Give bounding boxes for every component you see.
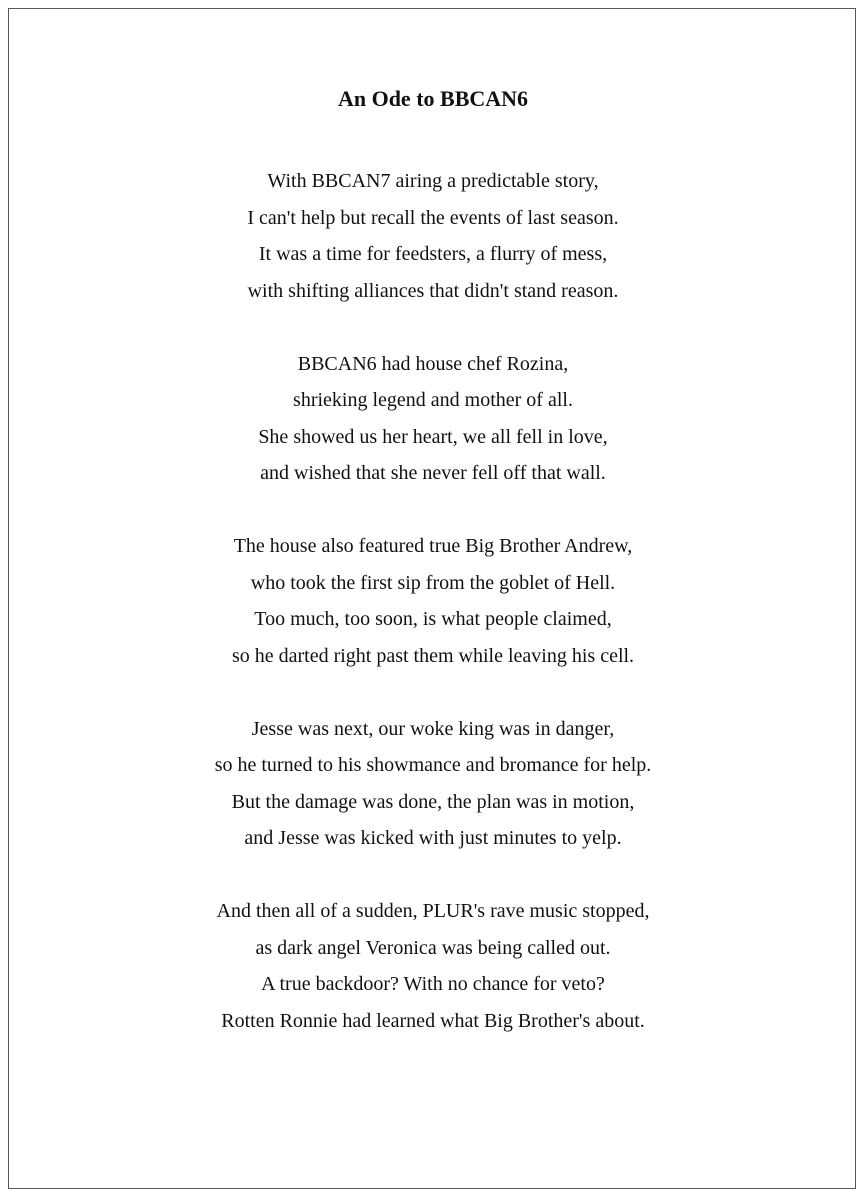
poem-line: Too much, too soon, is what people claimed, — [254, 608, 612, 630]
poem-line: BBCAN6 had house chef Rozina, — [297, 352, 569, 375]
poem-line: so he turned to his showmance and bromance for help. — [214, 754, 652, 776]
poem-body — [0, 163, 866, 1076]
stanza-5 — [0, 893, 866, 1039]
poem-line: and wished that she never fell off that wall. — [260, 462, 606, 484]
poem-title: An Ode to BBCAN6 — [337, 86, 529, 111]
poem-line: and Jesse was kicked with just minutes to yelp. — [244, 827, 622, 849]
stanza-1 — [0, 163, 866, 309]
poem-line: who took the first sip from the goblet of Hell. — [250, 571, 616, 594]
poem-line: so he darted right past them while leaving his cell. — [231, 644, 635, 667]
poem-line: shrieking legend and mother of all. — [293, 389, 573, 411]
poem-line: She showed us her heart, we all fell in love, — [258, 425, 608, 448]
stanza-3 — [0, 528, 866, 674]
stanza-2 — [0, 346, 866, 492]
poem-line: And then all of a sudden, PLUR's rave music stopped, — [216, 900, 650, 922]
poem-line: Rotten Ronnie had learned what Big Brother's about. — [221, 1009, 645, 1032]
poem-line: But the damage was done, the plan was in motion, — [231, 790, 635, 813]
poem-line: It was a time for feedsters, a flurry of mess, — [258, 243, 608, 265]
poem-line: The house also featured true Big Brother Andrew, — [233, 535, 633, 557]
poem-line: A true backdoor? With no chance for veto? — [261, 973, 605, 995]
poem-line: as dark angel Veronica was being called out. — [255, 936, 611, 959]
stanza-4 — [0, 711, 866, 857]
poem-line: Jesse was next, our woke king was in danger, — [251, 717, 615, 740]
poem-line: with shifting alliances that didn't stand reason. — [247, 279, 619, 302]
poem-line: With BBCAN7 airing a predictable story, — [267, 170, 599, 192]
poem-line: I can't help but recall the events of last season. — [247, 206, 619, 229]
